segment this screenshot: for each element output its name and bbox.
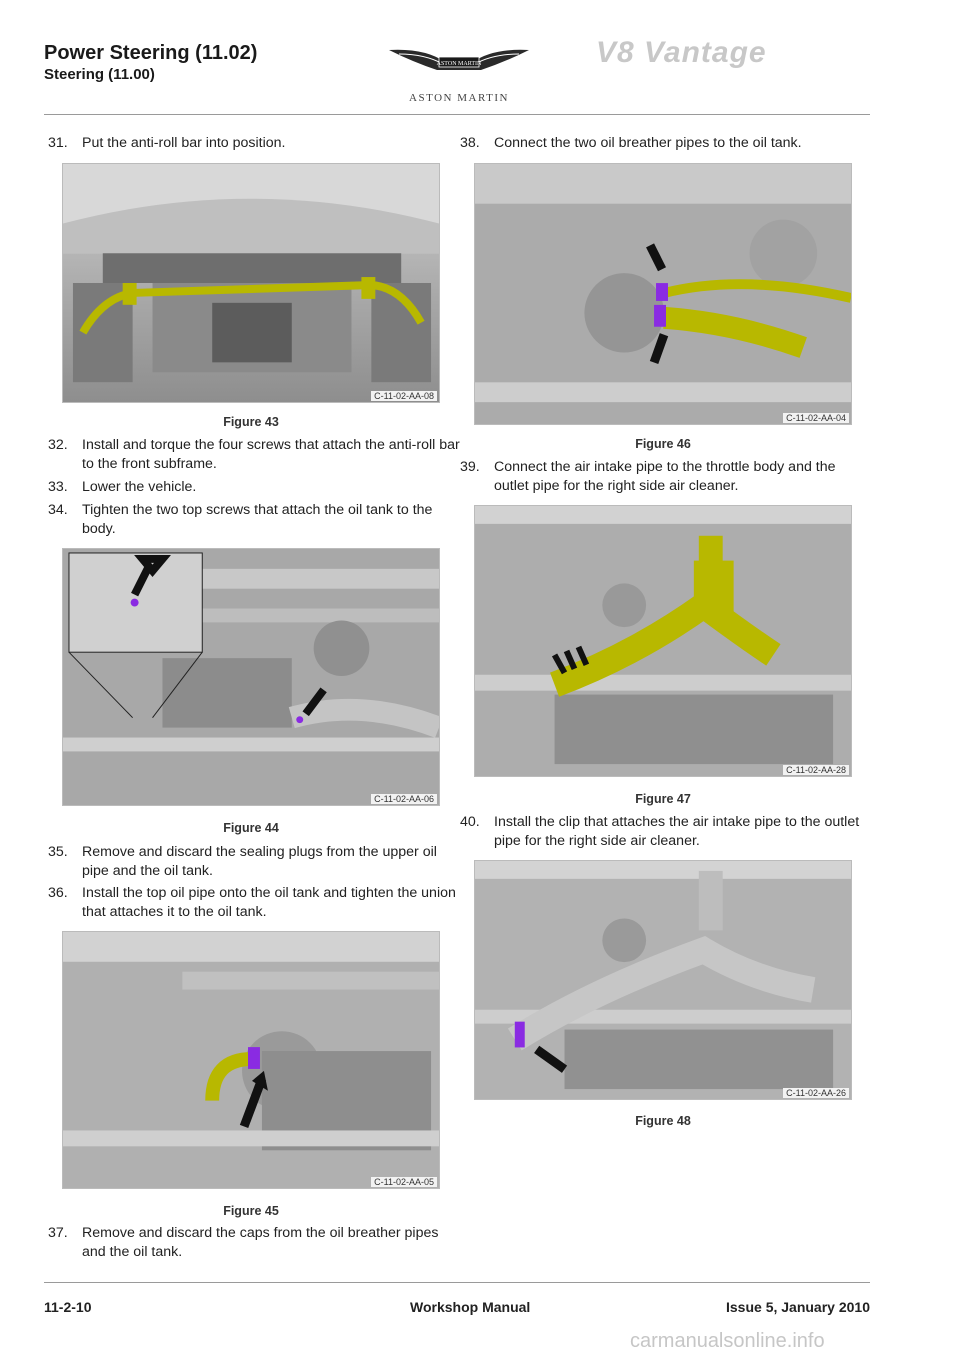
- aston-martin-logo: [385, 40, 533, 110]
- figure-43-image: [62, 163, 440, 403]
- figure-44-caption: Figure 44: [223, 821, 279, 835]
- step-39: 39. Connect the air intake pipe to the throttle body and the outlet pipe for the right side air cleaner.: [460, 459, 836, 494]
- header-divider: [44, 114, 870, 115]
- page-number: 11-2-10: [44, 1299, 92, 1315]
- step-31: 31. Put the anti-roll bar into position.: [48, 135, 286, 151]
- watermark-text[interactable]: carmanualsonline.info: [630, 1330, 825, 1352]
- figure-45-caption: Figure 45: [223, 1204, 279, 1218]
- step-35: 35. Remove and discard the sealing plugs from the upper oil pipe and the oil tank.: [48, 844, 437, 879]
- figure-43-ref: C-11-02-AA-08: [371, 391, 437, 401]
- figure-48-image: [474, 860, 852, 1100]
- aston-martin-wings-icon: [385, 40, 533, 90]
- step-32: 32. Install and torque the four screws that attach the anti-roll bar to the front subframe.: [48, 437, 460, 472]
- step-36: 36. Install the top oil pipe onto the oil tank and tighten the union that attaches it to the oil tank.: [48, 885, 456, 920]
- figure-46-image: [474, 163, 852, 425]
- logo-text: ASTON MARTIN: [409, 92, 509, 104]
- manual-title: Workshop Manual: [410, 1299, 531, 1315]
- figure-47-image: [474, 505, 852, 777]
- figure-45-image: [62, 931, 440, 1189]
- figure-46-caption: Figure 46: [635, 437, 691, 451]
- step-37: 37. Remove and discard the caps from the oil breather pipes and the oil tank.: [48, 1225, 439, 1260]
- figure-45-ref: C-11-02-AA-05: [371, 1177, 437, 1187]
- issue-date: Issue 5, January 2010: [726, 1299, 870, 1315]
- header-title: Power Steering (11.02): [44, 42, 258, 64]
- step-33: 33. Lower the vehicle.: [48, 479, 197, 495]
- figure-43-caption: Figure 43: [223, 415, 279, 429]
- header-subtitle: Steering (11.00): [44, 66, 155, 83]
- figure-48-caption: Figure 48: [635, 1114, 691, 1128]
- model-wordmark: V8 Vantage: [596, 36, 767, 69]
- figure-47-ref: C-11-02-AA-28: [783, 765, 849, 775]
- figure-44-image: [62, 548, 440, 806]
- figure-44-ref: C-11-02-AA-06: [371, 794, 437, 804]
- logo-badge-text: ASTON MARTIN: [436, 61, 482, 67]
- figure-48-ref: C-11-02-AA-26: [783, 1088, 849, 1098]
- step-40: 40. Install the clip that attaches the air intake pipe to the outlet pipe for the right side air cleaner.: [460, 814, 860, 849]
- figure-46-ref: C-11-02-AA-04: [783, 413, 849, 423]
- step-38: 38. Connect the two oil breather pipes to the oil tank.: [460, 135, 802, 151]
- footer-divider: [44, 1282, 870, 1283]
- step-34: 34. Tighten the two top screws that attach the oil tank to the body.: [48, 502, 433, 537]
- figure-47-caption: Figure 47: [635, 792, 691, 806]
